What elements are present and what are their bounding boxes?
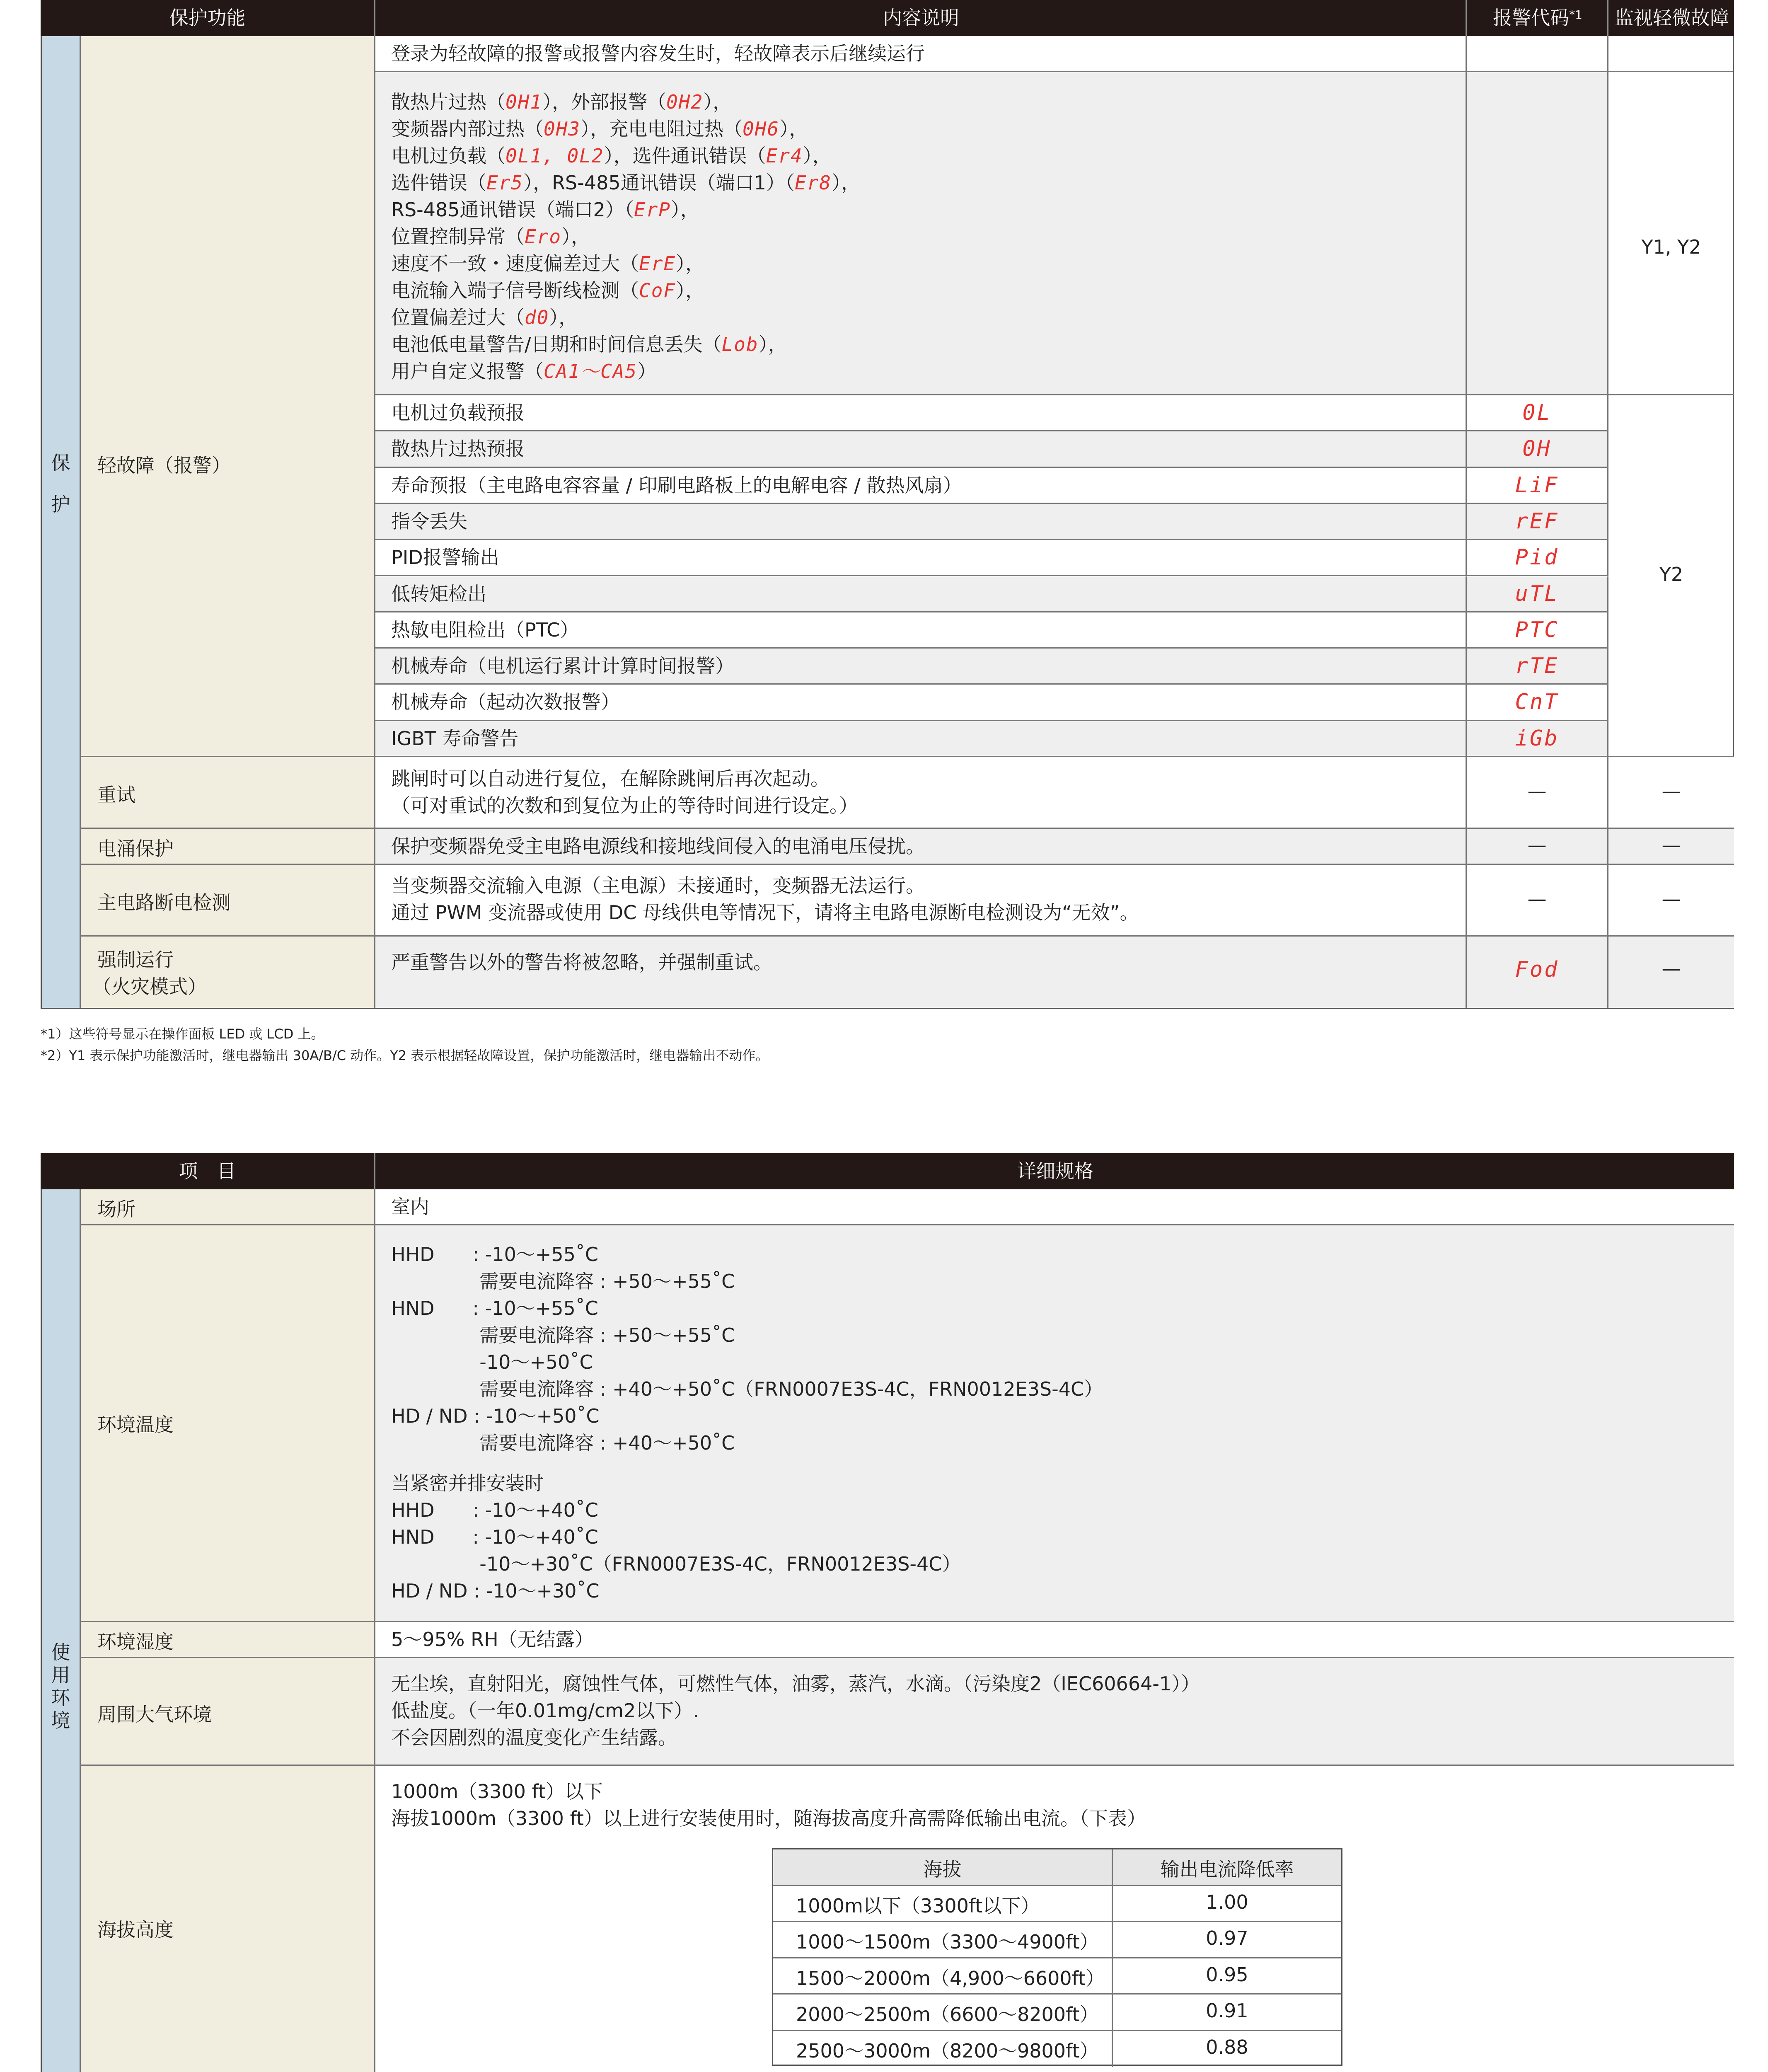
alarm-code: rTE (1515, 654, 1559, 679)
alarm-code: 0L (1522, 400, 1552, 425)
alarm-line: 位置控制异常（Ero）， (391, 225, 590, 248)
temp-line: 需要电流降容 : +40～+50˚C (391, 1432, 735, 1454)
humidity-row: 5～95% RH（无结露） (375, 1622, 1734, 1658)
temp-line-side-by-side: HHD : -10～+40˚C (391, 1499, 599, 1521)
alarm-code: 0H (1522, 436, 1552, 462)
alarm-code: iGb (1515, 726, 1559, 751)
side-label-environment (42, 1189, 81, 2072)
alarm-line: 速度不一致・速度偏差过大（ErE）， (391, 252, 705, 275)
alarm-desc: PID报警输出 (391, 546, 499, 569)
temp-line: 需要电流降容 : +40～+50˚C（FRN0007E3S-4C，FRN0012E3S-4C） (391, 1378, 1103, 1400)
category-light-fault: 轻故障（报警） (81, 36, 375, 757)
alarm-code: 0H3 (544, 118, 581, 140)
col-head-function: 保护功能 (169, 7, 246, 29)
alarm-row (375, 576, 1608, 612)
alarm-code: 0H6 (743, 118, 780, 140)
light-fault-row-alarms (375, 72, 1608, 395)
col-head-alarm-code: 报警代码$^{*1}$ (1466, 0, 1608, 36)
altitude-table-row: 1000～1500m（3300～4900ft） 0.97 (773, 1922, 1341, 1958)
alarm-row (375, 649, 1608, 685)
alarm-code: Er4 (766, 145, 803, 167)
alarm-code: Ero (525, 225, 562, 248)
mains-row: 当变频器交流输入电源（主电源）未接通时，变频器无法运行。 通过 PWM 变流器或使用 DC 母线供电等情况下，请将主电路电源断电检测设为“无效”。 — — (375, 865, 1734, 937)
alarm-desc: 低转矩检出 (391, 582, 486, 605)
altitude-table-header: 海拔 输出电流降低率 (773, 1849, 1341, 1886)
side-char: 环 (51, 1687, 70, 1709)
item-atmosphere: 周围大气环境 (81, 1658, 375, 1766)
alarm-row (375, 685, 1608, 721)
alarm-code: CA1～CA5 (544, 360, 638, 382)
side-label-protection (42, 36, 81, 1008)
alarm-desc: 机械寿命（起动次数报警） (391, 691, 620, 714)
footnote-2: *2）Y1 表示保护功能激活时，继电器输出 30A/B/C 动作。Y2 表示根据轻故障设置，保护功能激活时，继电器输出不动作。 (41, 1048, 769, 1063)
alarm-line: 用户自定义报警（CA1～CA5） (391, 360, 657, 382)
alarm-code: ErE (639, 252, 676, 275)
protection-table (41, 0, 1734, 1009)
altitude-table-row: 2500～3000m（8200～9800ft） 0.88 (773, 2031, 1341, 2067)
temp-line: -10～+50˚C (391, 1351, 593, 1373)
temp-line: HHD : -10～+55˚C (391, 1243, 599, 1266)
altitude-derating-table (772, 1848, 1342, 2066)
protection-header (41, 0, 1734, 36)
alarm-desc: 指令丢失 (391, 510, 467, 533)
col-head-item: 项 目 (179, 1160, 236, 1182)
side-char: 境 (51, 1709, 70, 1732)
altitude-table-row: 2000～2500m（6600～8200ft） 0.91 (773, 1995, 1341, 2031)
environment-body (41, 1189, 1734, 2072)
alarm-line: 电池低电量警告/日期和时间信息丢失（Lob）， (391, 333, 787, 356)
alarm-desc: 寿命预报（主电路电容容量 / 印刷电路板上的电解电容 / 散热风扇） (391, 474, 962, 496)
temp-line-side-by-side: HND : -10～+40˚C (391, 1526, 598, 1548)
item-temperature: 环境温度 (81, 1225, 375, 1622)
protection-body (41, 36, 1734, 1009)
category-mains-detection: 主电路断电检测 (81, 865, 375, 937)
alarm-code: rEF (1515, 508, 1559, 534)
item-altitude: 海拔高度 (81, 1766, 375, 2072)
alarm-code: Lob (721, 333, 759, 356)
col-head-spec: 详细规格 (374, 1153, 1735, 1189)
item-humidity: 环境湿度 (81, 1622, 375, 1658)
environment-header (41, 1153, 1734, 1189)
alarm-row (375, 395, 1608, 431)
altitude-table-row: 1000m以下（3300ft以下） 1.00 (773, 1886, 1341, 1922)
alarm-code: PTC (1515, 617, 1559, 642)
alarm-code: 0H2 (666, 91, 704, 113)
temperature-row (375, 1225, 1734, 1622)
alarm-row (375, 612, 1608, 649)
place-row: 室内 (375, 1189, 1734, 1225)
alarm-desc: 电机过负载预报 (391, 402, 525, 424)
alarm-code: LiF (1515, 472, 1559, 498)
atmosphere-row: 无尘埃，直射阳光，腐蚀性气体，可燃性气体，油雾，蒸汽，水滴。（污染度2（IEC60664-1）） 低盐度。（一年0.01mg/cm2以下）. 不会因剧烈的温度变化产生结露。 (375, 1658, 1734, 1766)
alarm-desc: 热敏电阻检出（PTC） (391, 618, 579, 641)
environment-table (41, 1153, 1734, 2072)
alarm-code: 0H1 (505, 91, 543, 113)
alarm-line: 变频器内部过热（0H3），充电电阻过热（0H6）， (391, 118, 808, 140)
alarm-code: Pid (1515, 545, 1559, 570)
side-char: 使 (51, 1641, 70, 1663)
alarm-code: Er5 (486, 172, 524, 194)
alarm-row (375, 540, 1608, 576)
temp-line: HD / ND : -10～+50˚C (391, 1405, 600, 1427)
alarm-row (375, 721, 1608, 757)
alarm-code: 0L1, 0L2 (505, 145, 604, 167)
alarm-desc: IGBT 寿命警告 (391, 727, 519, 750)
side-char: 用 (51, 1664, 70, 1686)
light-fault-row-intro: 登录为轻故障的报警或报警内容发生时，轻故障表示后继续运行 (375, 36, 1733, 72)
temp-line-side-by-side: 当紧密并排安装时 (391, 1472, 544, 1494)
alarm-line: 选件错误（Er5），RS-485通讯错误（端口1）（Er8）， (391, 172, 861, 194)
footnote-1: *1）这些符号显示在操作面板 LED 或 LCD 上。 (41, 1026, 324, 1042)
alarm-code: CnT (1515, 690, 1559, 715)
alarm-line: 电机过负载（0L1, 0L2），选件通讯错误（Er4）， (391, 145, 832, 167)
alarm-row (375, 504, 1608, 540)
category-surge: 电涌保护 (81, 829, 375, 865)
alarm-code: d0 (525, 306, 549, 329)
alarm-line: 电流输入端子信号断线检测（CoF）， (391, 279, 705, 302)
category-retry: 重试 (81, 757, 375, 829)
alarm-line: 散热片过热（0H1），外部报警（0H2）， (391, 91, 732, 113)
alarm-line: 位置偏差过大（d0）， (391, 306, 578, 329)
alarm-code-fod: Fod (1515, 957, 1559, 982)
alarm-line: RS-485通讯错误（端口2）（ErP）， (391, 198, 699, 221)
altitude-table-row: 1500～2000m（4,900～6600ft） 0.95 (773, 1958, 1341, 1995)
alarm-desc: 机械寿命（电机运行累计计算时间报警） (391, 655, 734, 678)
surge-row: 保护变频器免受主电路电源线和接地线间侵入的电涌电压侵扰。 — — (375, 829, 1734, 865)
category-fire-mode: 强制运行 （火灾模式） (81, 937, 375, 1008)
temp-line-side-by-side: HD / ND : -10～+30˚C (391, 1580, 600, 1602)
monitor-y2: Y2 (1608, 395, 1734, 757)
alarm-code: Er8 (794, 172, 832, 194)
col-head-monitor: 监视轻微故障 (1607, 0, 1735, 36)
monitor-y1-y2: Y1, Y2 (1608, 72, 1734, 395)
side-char: 护 (51, 493, 70, 516)
temp-line-side-by-side: -10～+30˚C（FRN0007E3S-4C，FRN0012E3S-4C） (391, 1553, 961, 1575)
temp-line: 需要电流降容 : +50～+55˚C (391, 1270, 735, 1293)
col-head-description: 内容说明 (374, 0, 1467, 36)
item-place: 场所 (81, 1189, 375, 1225)
alarm-code: uTL (1515, 581, 1559, 606)
alarm-row (375, 468, 1608, 504)
temp-line: HND : -10～+55˚C (391, 1297, 598, 1319)
alarm-code: CoF (639, 279, 676, 302)
fire-mode-row: 严重警告以外的警告将被忽略，并强制重试。 Fod — (375, 937, 1734, 1008)
temp-line: 需要电流降容 : +50～+55˚C (391, 1324, 735, 1346)
side-char: 保 (51, 452, 70, 474)
alarm-desc: 散热片过热预报 (391, 438, 525, 460)
retry-row: 跳闸时可以自动进行复位，在解除跳闸后再次起动。 （可对重试的次数和到复位为止的等待时间进行设定。） — — (375, 757, 1734, 829)
alarm-code: ErP (634, 198, 671, 221)
altitude-row: 1000m（3300 ft）以下 海拔1000m（3300 ft）以上进行安装使用时，随海拔高度升高需降低输出电流。（下表） 海拔 输出电流降低率 1000m以下（3300ft以下） 1.00 1000～1500m（3300～4900ft） 0.97 1500～2000m（4,900～6600ft） 0.95 2000～2500m（6600～8200ft） 0.91 2500～3000m（8200～9800ft） 0.88 (375, 1766, 1734, 2072)
alarm-row (375, 431, 1608, 467)
